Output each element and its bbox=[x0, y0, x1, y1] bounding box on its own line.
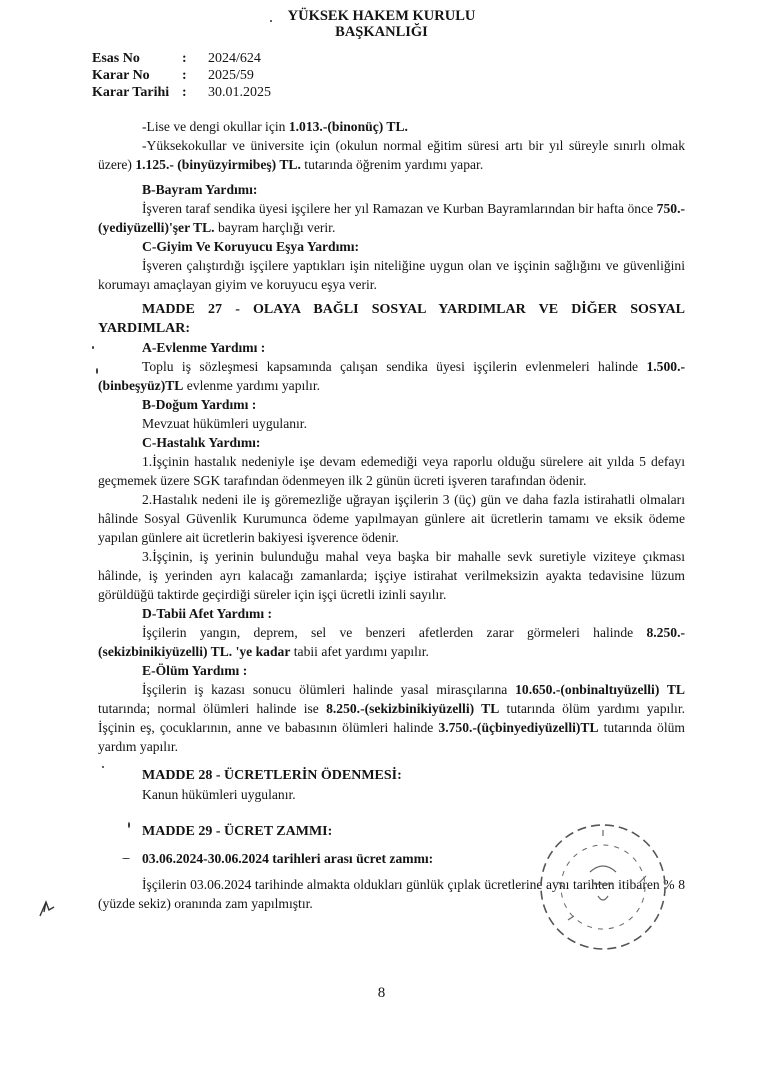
paragraph-dogum: Mevzuat hükümleri uygulanır. bbox=[142, 416, 307, 431]
paragraph-giyim: İşveren çalıştırdığı işçilere yaptıkları işin niteliğine uygun olan ve işçinin sağlığını ve güvenliğini korumayı amaçlayan giyim ve koruyucu eşya verir. bbox=[98, 258, 685, 292]
amount: 750.-(yediyüzelli)'şer TL. bbox=[98, 201, 685, 235]
text: tabii afet yardımı yapılır. bbox=[290, 644, 429, 659]
scan-speck bbox=[96, 368, 98, 374]
section-madde-27 bbox=[98, 300, 685, 756]
paragraph-hastalik-1: 1.İşçinin hastalık nedeniyle işe devam edemediği veya raporlu olduğu sürelere ait yılda 5 defayı geçmemek üzere SGK tarafından ödenmeyen ilk 2 günün ücreti işveren tarafından ödenir. bbox=[98, 454, 685, 488]
header-line-1: YÜKSEK HAKEM KURULU bbox=[287, 8, 476, 24]
subheading-dogum: B-Doğum Yardımı : bbox=[142, 397, 257, 412]
madde-28-title: MADDE 28 - ÜCRETLERİN ÖDENMESİ: bbox=[142, 768, 402, 783]
meta-value: 2024/624 bbox=[208, 51, 261, 66]
subheading-hastalik: C-Hastalık Yardımı: bbox=[142, 435, 261, 450]
scan-speck bbox=[270, 20, 272, 22]
subheading-giyim: C-Giyim Ve Koruyucu Eşya Yardımı: bbox=[142, 239, 360, 254]
scan-speck bbox=[92, 346, 94, 349]
paragraph-yuksekokul bbox=[98, 136, 685, 174]
meta-row-karar bbox=[92, 67, 271, 84]
meta-label: Esas No bbox=[92, 51, 140, 66]
meta-sep: : bbox=[182, 68, 187, 83]
text: İşçilerin yangın, deprem, sel ve benzeri afetlerden zarar görmeleri halinde bbox=[142, 625, 647, 640]
official-seal-icon bbox=[528, 812, 678, 962]
paragraph-lise bbox=[98, 117, 685, 136]
subheading-olum: E-Ölüm Yardımı : bbox=[142, 663, 248, 678]
text: -Yüksekokullar ve üniversite için (okulun normal eğitim süresi artı bir yıl süreyle sınırlı olmak üzere) bbox=[98, 138, 685, 172]
meta-sep: : bbox=[182, 51, 187, 66]
text: tutarında; normal ölümleri halinde ise bbox=[98, 701, 327, 716]
meta-label: Karar Tarihi bbox=[92, 85, 170, 100]
paragraph-zam: İşçilerin 03.06.2024 tarihinde almakta oldukları günlük çıplak ücretlerine aynı tarihten itibaren % 8 (yüzde sekiz) oranında zam yapılmıştır. bbox=[98, 877, 685, 911]
meta-value: 2025/59 bbox=[208, 68, 254, 83]
paragraph-evlenme bbox=[98, 357, 685, 395]
text: tutarında öğrenim yardımı yapar. bbox=[300, 157, 484, 172]
amount: 10.650.-(onbinaltıyüzelli) TL bbox=[515, 682, 685, 697]
amount: 3.750.-(üçbinyediyüzelli)TL bbox=[438, 720, 599, 735]
page-number: 8 bbox=[377, 985, 386, 1001]
subheading-bayram: B-Bayram Yardımı: bbox=[142, 182, 258, 197]
subheading-afet: D-Tabii Afet Yardımı : bbox=[142, 606, 273, 621]
scan-speck bbox=[128, 822, 130, 828]
text: bayram harçlığı verir. bbox=[214, 220, 336, 235]
section-bayram bbox=[98, 180, 685, 294]
amount: 8.250.-(sekizbinikiyüzelli) TL bbox=[326, 701, 500, 716]
amount: 1.125.- (binyüzyirmibeş) TL. bbox=[135, 157, 301, 172]
text: İşçilerin iş kazası sonucu ölümleri halinde yasal mirasçılarına bbox=[142, 682, 516, 697]
document-header bbox=[0, 8, 763, 40]
case-meta bbox=[92, 50, 271, 101]
header-line-2: BAŞKANLIĞI bbox=[335, 24, 428, 40]
text: evlenme yardımı yapılır. bbox=[183, 378, 321, 393]
subheading-zam: 03.06.2024-30.06.2024 tarihleri arası ücret zammı: bbox=[142, 851, 434, 866]
meta-value: 30.01.2025 bbox=[208, 85, 271, 100]
section-madde-28 bbox=[98, 766, 685, 804]
meta-row-esas bbox=[92, 50, 271, 67]
amount: 1.500.-(binbeşyüz)TL bbox=[98, 359, 685, 393]
subheading-evlenme: A-Evlenme Yardımı : bbox=[142, 340, 266, 355]
amount: 1.013.-(binonüç) TL. bbox=[288, 119, 408, 134]
pen-mark-icon bbox=[36, 898, 58, 920]
text: -Lise ve dengi okullar için bbox=[142, 119, 289, 134]
paragraph-madde-28: Kanun hükümleri uygulanır. bbox=[142, 787, 296, 802]
meta-sep: : bbox=[182, 85, 187, 100]
paragraph-hastalik-2: 2.Hastalık nedeni ile iş göremezliğe uğrayan işçilerin 3 (üç) gün ve daha fazla istirahatli olmaları hâlinde Sosyal Güvenlik Kurumunca ödeme yapılmayan günlere ait ücretlerin tamamı ve eksik ödeme yapılan günlere ait ücretlerin bakiyesi işverence ödenir. bbox=[98, 492, 685, 545]
meta-label: Karar No bbox=[92, 68, 150, 83]
paragraph-afet bbox=[98, 623, 685, 661]
text: tutarında ölüm yardım yapılır. bbox=[98, 720, 685, 754]
madde-27-title: MADDE 27 - OLAYA BAĞLI SOSYAL YARDIMLAR VE DİĞER SOSYAL YARDIMLAR: bbox=[98, 302, 685, 336]
section-ogrenim bbox=[98, 117, 685, 174]
meta-row-tarih bbox=[92, 84, 271, 101]
text: İşveren taraf sendika üyesi işçilere her yıl Ramazan ve Kurban Bayramlarından bir hafta önce bbox=[142, 201, 657, 216]
paragraph-bayram bbox=[98, 199, 685, 237]
text: Toplu iş sözleşmesi kapsamında çalışan sendika üyesi işçilerin evlenmeleri halinde bbox=[142, 359, 647, 374]
paragraph-hastalik-3: 3.İşçinin, iş yerinin bulunduğu mahal veya başka bir mahalle sevk suretiyle viziteye çıkması hâlinde, iş yerinden ayrı kalacağı zamanlarda; işçiye istirahat verilmeksizin ayakta tedavisine lüzum görüldüğü taktirde geçirdiği süreler için işçi ücretli izinli sayılır. bbox=[98, 549, 685, 602]
paragraph-olum bbox=[98, 680, 685, 756]
scan-speck bbox=[122, 858, 130, 859]
scan-speck bbox=[102, 766, 104, 768]
madde-29-title: MADDE 29 - ÜCRET ZAMMI: bbox=[142, 824, 333, 839]
amount: 8.250.-(sekizbinikiyüzelli) TL. 'ye kadar bbox=[98, 625, 685, 659]
text: tutarında ölüm yardımı yapılır. İşçinin eş, çocuklarının, anne ve babasının ölümleri halinde bbox=[98, 701, 686, 735]
